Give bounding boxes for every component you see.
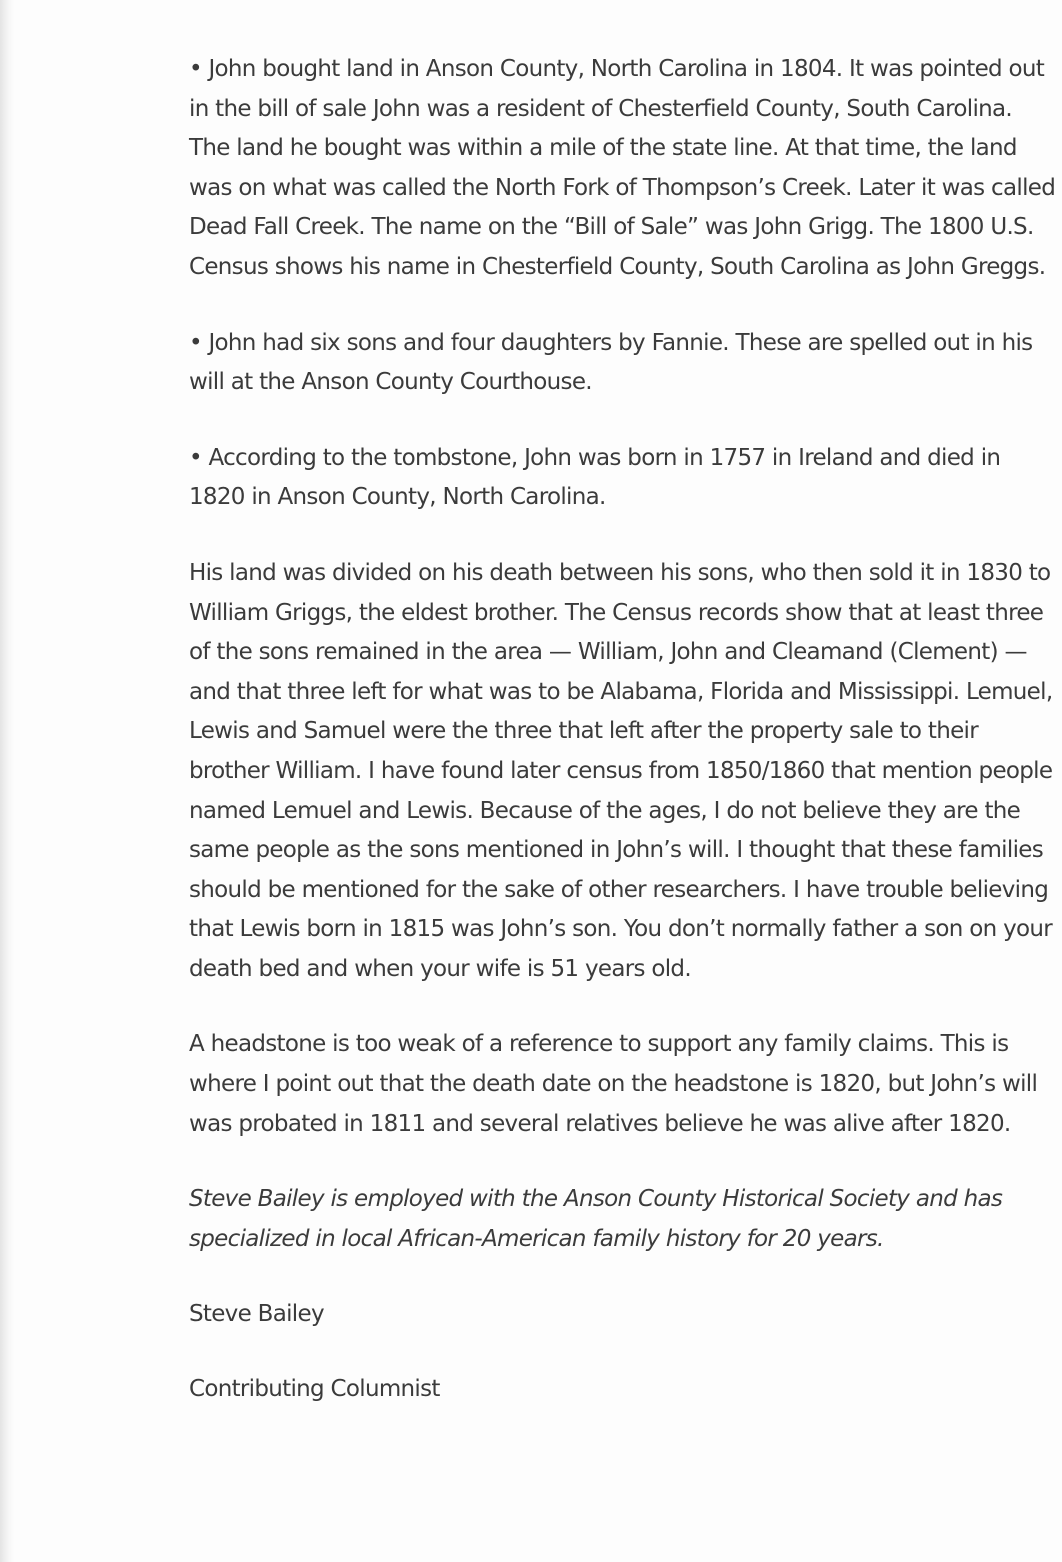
bullet-tombstone: • According to the tombstone, John was born in 1757 in Ireland and died in 1820 in Anson County, North Carolina.	[189, 444, 1001, 511]
signature-name: Steve Bailey	[189, 1301, 324, 1328]
page-edge-shadow	[0, 0, 14, 1562]
bullet-land-purchase: • John bought land in Anson County, North Carolina in 1804. It was pointed out in the bill of sale John was a resident of Chesterfield County, South Carolina. The land he bought was within a mile of the state line. At that time, the land was on what was called the North Fork of Thompson’s Creek. Later it was called Dead Fall Creek. The name on the “Bill of Sale” was John Grigg. The 1800 U.S. Census shows his name in Chesterfield County, South Carolina as John Greggs.	[189, 56, 1056, 280]
signature-title: Contributing Columnist	[189, 1376, 440, 1403]
author-bio: Steve Bailey is employed with the Anson County Historical Society and has specialized in local African-American family history for 20 years.	[189, 1186, 1003, 1252]
paragraph-headstone: A headstone is too weak of a reference to support any family claims. This is where I point out that the death date on the headstone is 1820, but John’s will was probated in 1811 and several relatives believe he was alive after 1820.	[189, 1031, 1038, 1137]
paragraph-land-division: His land was divided on his death between his sons, who then sold it in 1830 to William Griggs, the eldest brother. The Census records show that at least three of the sons remained in the area — William, John and Cleamand (Clement) — and that three left for what was to be Alabama, Florida and Mississippi. Lemuel, Lewis and Samuel were the three that left after the property sale to their brother William. I have found later census from 1850/1860 that mention people named Lemuel and Lewis. Because of the ages, I do not believe they are the same people as the sons mentioned in John’s will. I thought that these families should be mentioned for the sake of other researchers. I have trouble believing that Lewis born in 1815 was John’s son. You don’t normally father a son on your death bed and when your wife is 51 years old.	[189, 559, 1053, 982]
article-body	[189, 50, 1057, 1410]
bullet-children: • John had six sons and four daughters by Fannie. These are spelled out in his will at the Anson County Courthouse.	[189, 329, 1033, 396]
